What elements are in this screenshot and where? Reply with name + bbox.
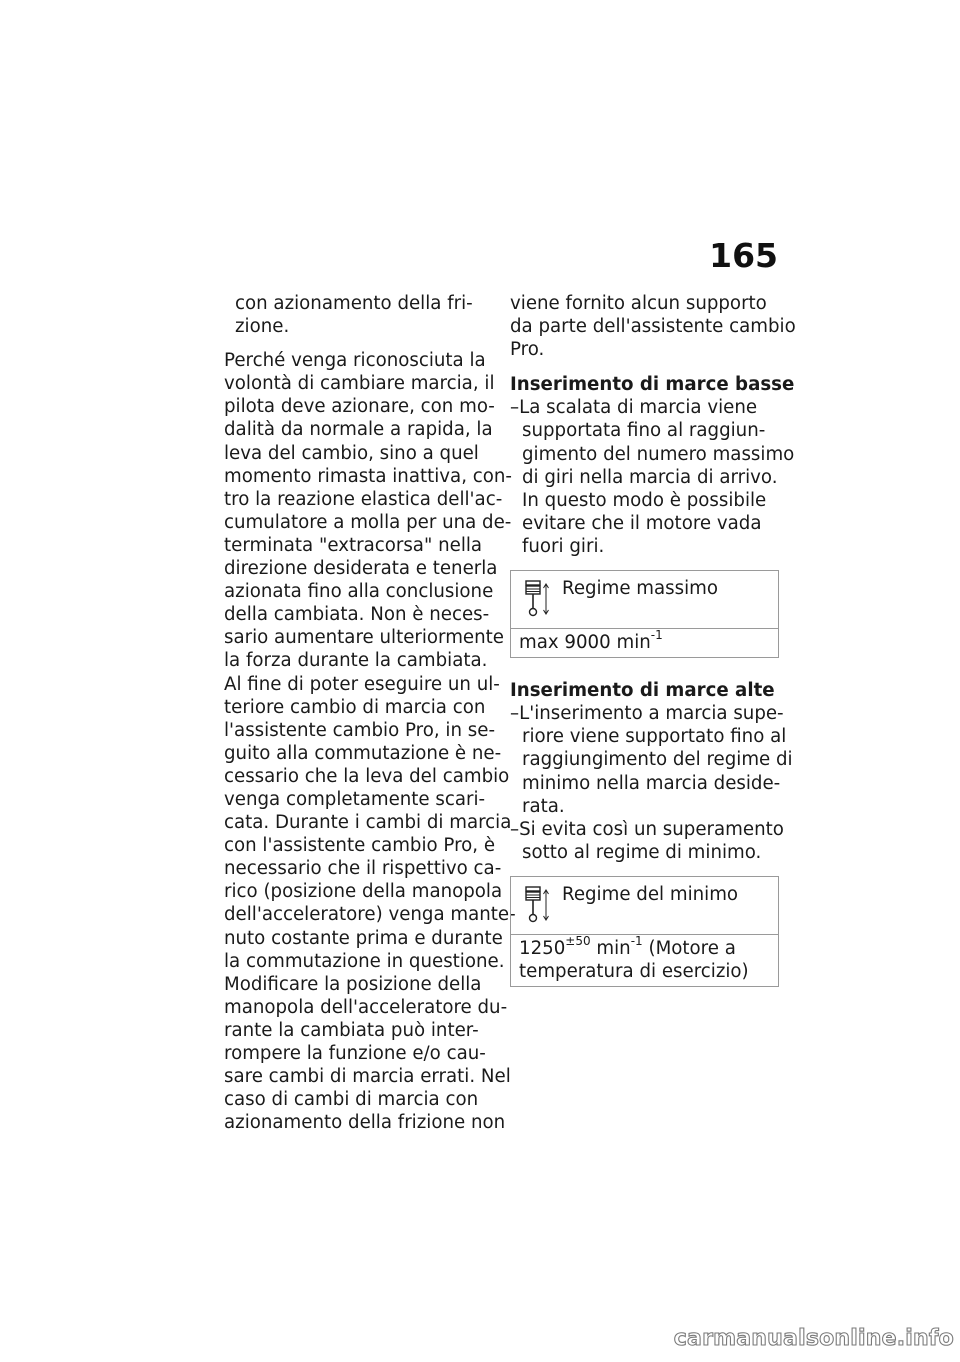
bullet-line: In questo modo è possibile: [522, 489, 767, 511]
bullet-line: L'inserimento a marcia supe-: [519, 703, 784, 725]
paragraph-line: momento rimasta inattiva, con-: [224, 465, 512, 487]
paragraph-line: la commutazione in questione.: [224, 950, 505, 972]
bullet-line: gimento del numero massimo: [522, 443, 795, 465]
paragraph-line: leva del cambio, sino a quel: [224, 442, 479, 464]
bullet-item: [510, 818, 784, 864]
intro-line: da parte dell'assistente cambio: [510, 316, 796, 338]
bullet-item: [510, 702, 793, 817]
bullet-line: riore viene supportato fino al: [522, 726, 787, 748]
spec-box-idle-rpm: [510, 876, 779, 987]
engine-piston-icon: [523, 885, 551, 925]
paragraph-line: con l'assistente cambio Pro, è: [224, 835, 496, 857]
bullet-dash: –: [510, 397, 520, 419]
paragraph-line: rico (posizione della manopola: [224, 881, 503, 903]
paragraph-line: pilota deve azionare, con mo-: [224, 396, 495, 418]
paragraph-line: azionamento della frizione non: [224, 1112, 506, 1134]
spec-value: [511, 629, 778, 657]
section-heading-low-gears: Inserimento di marce basse: [510, 374, 795, 396]
bullet-item: [510, 396, 795, 558]
paragraph-line: volontà di cambiare marcia, il: [224, 373, 495, 395]
spec-value-exponent: -1: [630, 933, 643, 948]
paragraph-line: sare cambi di marcia errati. Nel: [224, 1066, 511, 1088]
paragraph-line: la forza durante la cambiata.: [224, 650, 488, 672]
footer-watermark: carmanualsonline.info: [673, 1326, 954, 1351]
spec-box-max-rpm: [510, 570, 779, 658]
bullet-dash: –: [510, 818, 520, 840]
paragraph-line: venga completamente scari-: [224, 788, 486, 810]
spec-value-note: (Motore a: [642, 937, 736, 959]
paragraph-line: dalità da normale a rapida, la: [224, 419, 493, 441]
paragraph-line: guito alla commutazione è ne-: [224, 742, 502, 764]
paragraph-line: tro la reazione elastica dell'ac-: [224, 488, 503, 510]
spec-value-number: 1250: [519, 937, 566, 959]
paragraph-line: teriore cambio di marcia con: [224, 696, 486, 718]
paragraph-line: terminata "extracorsa" nella: [224, 534, 483, 556]
bullet-dash: –: [510, 703, 520, 725]
intro-line: viene fornito alcun supporto: [510, 293, 767, 314]
paragraph-line: cata. Durante i cambi di marcia: [224, 812, 512, 834]
spec-value-unit: min: [590, 937, 631, 959]
spec-value-note: temperatura di esercizio): [519, 960, 749, 982]
bullet-line: La scalata di marcia viene: [519, 397, 758, 419]
spec-title: Regime massimo: [562, 578, 719, 600]
spec-value-exponent: -1: [650, 627, 663, 642]
paragraph-line: manopola dell'acceleratore du-: [224, 996, 508, 1018]
spec-value-text: max 9000 min: [519, 632, 651, 654]
main-paragraph: [224, 349, 516, 1134]
paragraph-line: Perché venga riconosciuta la: [224, 350, 486, 372]
left-column: [224, 292, 516, 1134]
paragraph-line: azionata fino alla conclusione: [224, 581, 494, 603]
paragraph-line: direzione desiderata e tenerla: [224, 558, 498, 580]
paragraph-line: caso di cambi di marcia con: [224, 1089, 479, 1111]
paragraph-line: sario aumentare ulteriormente: [224, 627, 504, 649]
bullet-line: raggiungimento del regime di: [522, 749, 793, 771]
paragraph-line: nuto costante prima e durante: [224, 927, 503, 949]
paragraph-line: l'assistente cambio Pro, in se-: [224, 719, 496, 741]
paragraph-line: rompere la funzione e/o cau-: [224, 1043, 486, 1064]
bullet-line: rata.: [522, 795, 565, 817]
right-column: [510, 292, 796, 987]
intro-line: zione.: [235, 316, 290, 338]
paragraph-line: necessario che il rispettivo ca-: [224, 858, 502, 880]
spec-title: Regime del minimo: [562, 883, 739, 905]
paragraph-line: cessario che la leva del cambio: [224, 765, 510, 787]
paragraph-line: dell'acceleratore) venga mante-: [224, 904, 516, 926]
bullet-line: evitare che il motore vada: [522, 512, 762, 534]
engine-piston-icon: [523, 579, 551, 619]
bullet-line: fuori giri.: [522, 535, 605, 557]
bullet-line: sotto al regime di minimo.: [522, 841, 762, 863]
paragraph-line: Al fine di poter eseguire un ul-: [224, 673, 500, 695]
spec-box-header: [511, 877, 778, 935]
paragraph-line: Modificare la posizione della: [224, 973, 482, 995]
paragraph-line: cumulatore a molla per una de-: [224, 511, 512, 533]
section-heading-high-gears: Inserimento di marce alte: [510, 680, 775, 702]
bullet-line: supportata fino al raggiun-: [522, 420, 766, 442]
bullet-line: di giri nella marcia di arrivo.: [522, 466, 778, 488]
bullet-line: minimo nella marcia deside-: [522, 772, 781, 794]
spec-value-tolerance: ±50: [565, 933, 591, 948]
paragraph-line: rante la cambiata può inter-: [224, 1019, 479, 1041]
intro-line: con azionamento della fri-: [235, 293, 473, 314]
bullet-line: Si evita così un superamento: [519, 818, 784, 840]
page-number: 165: [709, 236, 778, 275]
spec-value: [511, 935, 778, 986]
spec-box-header: [511, 571, 778, 629]
intro-line: Pro.: [510, 339, 545, 361]
paragraph-line: della cambiata. Non è neces-: [224, 604, 490, 626]
